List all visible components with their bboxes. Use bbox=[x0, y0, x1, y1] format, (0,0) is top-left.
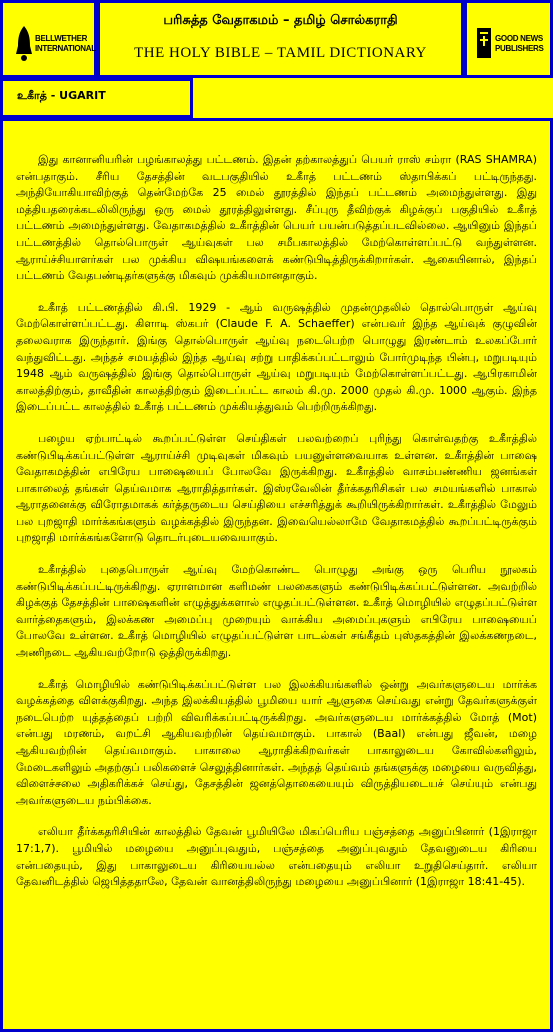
paragraph: உகாீத் பட்டணத்தில் கி.பி. 1929 - ஆம் வருஷத்தில் முதன்முதலில் தொல்பொருள் ஆய்வு மேற்கொள்ளப்பட்டது. கிளாடி ஸ்கபர் (Claude F. A. Schaeffer) என்பவர் இந்த ஆய்வுக் குழுவின் தலைவராக இருந்தார். இங்கு தொல்பொருள் ஆய்வு நடைபெற்ற பொழுது இரண்டாம் உலகப்போர் வந்துவிட்டது. அந்தச் சமயத்தில் இந்த ஆய்வு சற்று பாதிக்கப்பட்டாலும் போர்முடிந்த பின்பு, மறுபடியும் 1948 ஆம் வருஷத்தில் இங்கு தொல்பொருள் ஆய்வு மறுபடியும் மேற்கொள்ளப்பட்டது. ஆபிரகாமின் காலத்திற்கும், தாவீதின் காலத்திற்கும் இடைப்பட்ட காலம் கி.மு. 2000 முதல் கி.மு. 1000 ஆகும். இந்த இடைப்பட்ட காலத்தில் உகாீத் பட்டணம் முக்கியத்துவம் பெற்றிருக்கிறது. bbox=[16, 300, 537, 414]
entry-title-box bbox=[0, 78, 193, 118]
paragraph: எலியா தீர்க்கதரிசியின் காலத்தில் தேவன் பூமியிலே மிகப்பெரிய பஞ்சத்தை அனுப்பினார் (1இராஜா 17:1,7). பூமியில் மழையை அனுப்புவதும், பஞ்சத்தை அனுப்புவதும் தேவனுடைய கிரியை என்பதையும், இது பாகாலுடைய கிரியையல்ல என்பதையும் எலியா உறுதிசெய்தார். எலியா தேவனிடத்தில் ஜெபித்ததாலே, தேவன் வானத்திலிருந்து மழையை அனுப்பினார் (1இராஜா 18:41-45). bbox=[16, 825, 537, 889]
entry-content bbox=[16, 152, 537, 906]
dictionary-header bbox=[97, 0, 464, 78]
paragraph: பழைய ஏற்பாட்டில் கூறப்பட்டுள்ள செய்திகள் பலவற்றைப் புரிந்து கொள்வதற்கு உகாீத்தில் கண்டுபிடிக்கப்பட்டுள்ள ஆராய்ச்சி முடிவுகள் மிகவும் பயனுள்ளவையாக உள்ளன. உகாீத்தின் பாஷை வேதாகமத்தின் எபிரேய பாஷையைப் போலவே இருக்கிறது. உகாீத்தில் வாசம்பண்ணிய ஜனங்கள் பாகாலைத் தங்கள் தெய்வமாக ஆராதித்தார்கள். இஸ்ரவேலின் தீர்க்கதரிசிகள் பல சமயங்களில் பாகால் ஆராதனைக்கு விரோதமாகக் கர்த்தருடைய செய்தியை எச்சரித்துக் கூறியிருக்கிறார்கள். உகாீத்தில் மேலும் பல புறஜாதி மார்க்கங்களும் வழக்கத்தில் இருந்தன. இவையெல்லாமே வேதாகமத்தில் கூறப்பட்டிருக்கும் புறஜாதி மார்க்கங்களோடு தொடர்புடையவையாகும். bbox=[16, 431, 537, 545]
header-title-english: THE HOLY BIBLE – TAMIL DICTIONARY bbox=[134, 45, 427, 61]
paragraph: உகாீத் மொழியில் கண்டுபிடிக்கப்பட்டுள்ள பல இலக்கியங்களில் ஒன்று அவர்களுடைய மார்க்க வழக்கத்தை விளக்குகிறது. அந்த இலக்கியத்தில் பூமியை யார் ஆளுகை செய்வது என்று தேவர்களுக்குள் நடைபெற்ற யுத்தத்தைப் பற்றி விவரிக்கப்பட்டிருக்கிறது. அவர்களுடைய மார்க்கத்தில் மோத் (Mot) என்பது மரணம், வறட்சி ஆகியவற்றின் தெய்வமாகும். பாகால் (Baal) என்பது ஜீவன், மழை ஆகியவற்றின் தெய்வமாகும். பாகாலை ஆராதிக்கிறவர்கள் பாகாலுடைய கோவில்களிலும், மேடைகளிலும் அதற்குப் பலிகளைச் செலுத்தினார்கள். அந்தத் தெய்வம் தங்களுக்கு மழையை வருவித்து, விளைச்சலை அதிகரிக்கச் செய்து, தேசத்தின் ஜனத்தொகையையும் விருத்தியடையச் செய்யும் என்பது அவர்களுடைய நம்பிக்கை. bbox=[16, 677, 537, 807]
bell-icon bbox=[15, 24, 33, 64]
entry-title: உகாீத் - UGARIT bbox=[17, 89, 106, 102]
header-title-tamil: பரிசுத்த வேதாகமம் – தமிழ் சொல்கராதி bbox=[163, 13, 398, 28]
good-news-logo-text: GOOD NEWS PUBLISHERS bbox=[495, 34, 544, 53]
publisher-logo-left bbox=[0, 0, 97, 78]
paragraph: இது கானானியரின் பழங்காலத்து பட்டணம். இதன் தற்காலத்துப் பெயர் ராஸ் சம்ரா (RAS SHAMRA) என்பதாகும். சீரிய தேசத்தின் வடபகுதியில் உகாீத் பட்டணம் ஸ்தாபிக்கப் பட்டிருந்தது. அந்தியோகியாவிற்குத் தென்மேற்கே 25 மைல் தூரத்தில் இந்தப் பட்டணம் அமைந்துள்ளது. இது மத்தியதரைக்கடலிலிருந்து ஒரு மைல் தூரத்திலுள்ளது. சீப்புரு தீவிற்குக் கிழக்குப் பகுதியில் உகாீத் பட்டணம் அமைந்துள்ளது. வேதாகமத்தில் உகாீத்தின் பெயர் பயன்படுத்தப்படவில்லை. ஆயினும் இந்தப் பட்டணத்தில் தொல்பொருள் ஆய்வுகள் பல சமீபகாலத்தில் மேற்கொள்ளப்பட்டு வந்துள்ளன. ஆராய்ச்சியாளர்கள் பல முக்கிய விஷயங்களைக் கண்டுபிடித்திருக்கிறார்கள். ஆகையினால், இந்தப் பட்டணம் வேதபண்டிதர்களுக்கு மிகவும் முக்கியமானதாகும். bbox=[16, 153, 537, 283]
good-news-logo bbox=[475, 19, 549, 69]
publisher-logo-right bbox=[464, 0, 553, 78]
bellwether-logo-text: BELLWETHER INTERNATIONAL bbox=[35, 34, 96, 53]
paragraph: உகாீத்தில் புதைபொருள் ஆய்வு மேற்கொண்ட பொழுது அங்கு ஒரு பெரிய நூலகம் கண்டுபிடிக்கப்பட்டிருக்கிறது. ஏராளமான களிமண் பலகைகளும் கண்டுபிடிக்கப்பட்டுள்ளன. அவற்றில் கிழக்குத் தேசத்தின் பாஷைகளின் எழுத்துக்களால் எழுதப்பட்டுள்ளன. உகாீத் மொழியில் எழுதப்பட்டுள்ள வார்த்தைகளும், இலக்கண அமைப்பு முறையும் வாக்கிய அமைப்புகளும் எபிரேய பாஷையைப் போலவே உள்ளன. உகாீத் மொழியில் எழுதப்பட்டுள்ள பாடல்கள் சங்கீதம் புஸ்தகத்தின் இலக்கணநடை, அணிநடை ஆகியவற்றோடு ஒத்திருக்கிறது. bbox=[16, 563, 537, 660]
bellwether-logo bbox=[15, 19, 96, 69]
entry-body bbox=[0, 118, 553, 1032]
book-icon bbox=[475, 24, 493, 64]
